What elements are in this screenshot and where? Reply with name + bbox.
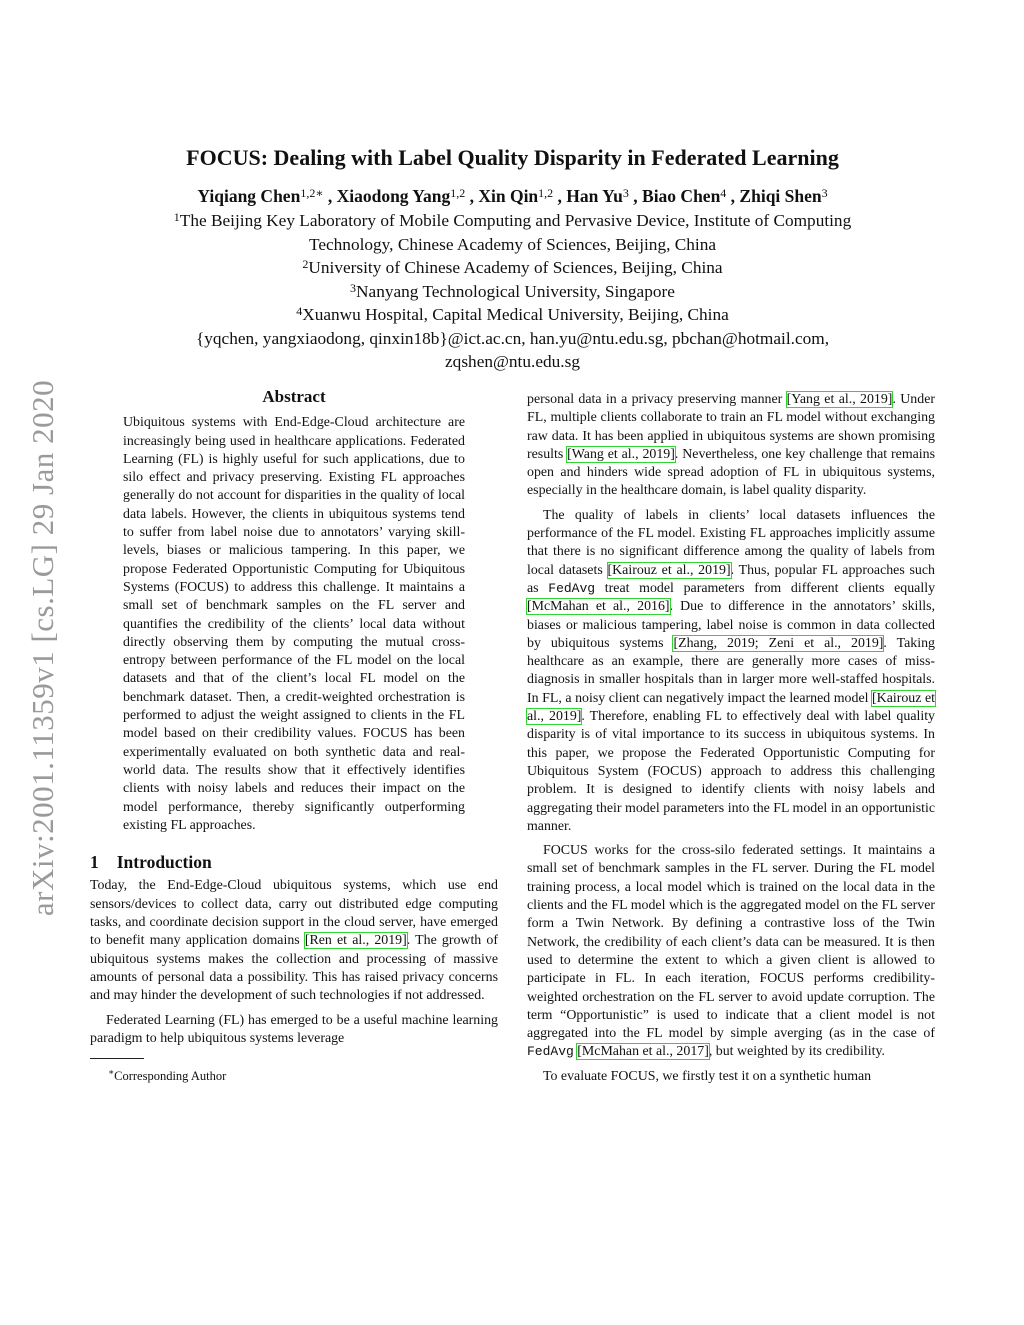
- affiliation-line: $^4$Xuanwu Hospital, Capital Medical University, Beijing, China: [296, 304, 729, 324]
- paragraph: Federated Learning (FL) has emerged to be a useful machine learning paradigm to help ubiquitous systems leverage: [90, 1012, 498, 1046]
- affiliation-line: $^1$The Beijing Key Laboratory of Mobile Computing and Pervasive Device, Institute of Computing: [173, 210, 852, 230]
- author-name: Xin Qin: [478, 186, 539, 206]
- affiliation-line: $^2$University of Chinese Academy of Sciences, Beijing, China: [302, 257, 723, 277]
- author-list: Yiqiang Chen$^{1,2∗}$ , Xiaodong Yang$^{1,2}$ , Xin Qin$^{1,2}$ , Han Yu$^3$ , Biao Chen$^4$ , Zhiqi Shen$^3$: [197, 186, 828, 206]
- abstract-heading: Abstract: [262, 387, 326, 406]
- left-column: [90, 388, 498, 1086]
- paragraph: personal data in a privacy preserving manner [Yang et al., 2019]. Under FL, multiple clients collaborate to train an FL model without exchanging raw data. It has been applied in ubiquitous systems are shown promising results [Wang et al., 2019]. Nevertheless, one key challenge that remains open and hinders wide spread adoption of FL in ubiquitous systems, especially in the healthcare domain, is label quality disparity.: [527, 392, 935, 499]
- author-name: Zhiqi Shen: [739, 186, 822, 206]
- citation-link[interactable]: [Wang et al., 2019]: [567, 446, 675, 462]
- abstract-body: Ubiquitous systems with End-Edge-Cloud architecture are increasingly being used in healthcare applications. Federated Learning (FL) is highly useful for such applications, due to silo effect and privacy preserving. Existing FL approaches generally do not account for disparities in the quality of local data labels. However, the clients in ubiquitous systems tend to suffer from label noise due to annotators’ varying skill-levels, biases or malicious tampering. In this paper, we propose Federated Opportunistic Computing for Ubiquitous Systems (FOCUS) to address this challenge. It maintains a small set of benchmark samples on the FL server and quantifies the credibility of the clients’ local data without directly observing them by computing the mutual cross-entropy between performance of the FL model on the local datasets and that of the client’s local FL model on the benchmark dataset. Then, a credit-weighted orchestration is performed to adjust the weight assigned to clients in the FL model based on their credibility values. FOCUS has been experimentally evaluated on both synthetic data and real-world data. The results show that it effectively identifies clients with noisy labels and reduces their impact on the model performance, thereby significantly outperforming existing FL approaches.: [123, 415, 465, 833]
- right-column: [527, 391, 935, 1092]
- paragraph: To evaluate FOCUS, we firstly test it on a synthetic human: [543, 1068, 872, 1084]
- code-fedavg: FedAvg: [527, 1044, 574, 1060]
- paragraph: The quality of labels in clients’ local datasets influences the performance of the FL model. Existing FL approaches implicitly assume that there is no significant difference among the quality of labels from local datasets [Kairouz et al., 2019]. Thus, popular FL approaches such as FedAvg treat model parameters from different clients equally [McMahan et al., 2016]. Due to difference in the annotators’ skills, biases or malicious tampering, label noise is common in data collected by ubiquitous systems [Zhang, 2019; Zeni et al., 2019]. Taking healthcare as an example, there are generally more cases of miss-diagnosis in smaller hospitals than in larger more well-staffed hospitals. In FL, a noisy client can negatively impact the learned model [Kairouz et al., 2019]. Therefore, enabling FL to effectively deal with label quality disparity is of vital importance to its success in ubiquitous systems. In this paper, we propose the Federated Opportunistic Computing for Ubiquitous System (FOCUS) approach to address this challenging problem. It is designed to identify clients with noisy labels and aggregating their model parameters into the FL model in an opportunistic manner.: [527, 507, 936, 834]
- arxiv-side-stamp: arXiv:2001.11359v1 [cs.LG] 29 Jan 2020: [25, 379, 60, 917]
- citation-link[interactable]: [Kairouz et al., 2019]: [607, 562, 731, 578]
- citation-link[interactable]: [McMahan et al., 2016]: [527, 599, 670, 615]
- email-line: {yqchen, yangxiaodong, qinxin18b}@ict.ac.cn, han.yu@ntu.edu.sg, pbchan@hotmail.com,: [195, 328, 830, 348]
- code-fedavg: FedAvg: [548, 580, 596, 596]
- email-line: zqshen@ntu.edu.sg: [445, 352, 580, 371]
- affiliation-line: $^3$Nanyang Technological University, Singapore: [350, 280, 675, 301]
- author-name: Yiqiang Chen: [197, 186, 301, 206]
- citation-link[interactable]: [Zhang, 2019; Zeni et al., 2019]: [673, 635, 884, 651]
- citation-link[interactable]: [McMahan et al., 2017]: [577, 1044, 709, 1060]
- paragraph: Today, the End-Edge-Cloud ubiquitous systems, which use end sensors/devices to collect data, carry out distributed edge computing tasks, and coordinate decision support in the cloud server, have emerged to benefit many application domains [Ren et al., 2019]. The growth of ubiquitous systems makes the collection and processing of massive amounts of personal data a possibility. This has raised privacy concerns and may hinder the development of such technologies if not addressed.: [90, 878, 498, 1004]
- footnote-rule: [90, 1058, 144, 1059]
- paper-header: [90, 143, 935, 374]
- footnote: ∗Corresponding Author: [108, 1067, 227, 1084]
- author-name: Biao Chen: [642, 186, 721, 206]
- section-heading-introduction: 1 Introduction: [90, 852, 212, 873]
- citation-link[interactable]: [Yang et al., 2019]: [786, 392, 893, 407]
- paragraph: FOCUS works for the cross-silo federated settings. It maintains a small set of benchmark samples in the FL server. During the FL model training process, a local model which is trained on the local data in the clients and the FL model which is the aggregated model on the FL server form a Twin Network. By defining a contrastive loss of the Twin Network, the credibility of each client’s data can be measured. It is then used to determine the extent to which a given client is allowed to participate in FL. In each iteration, FOCUS performs credibility-weighted orchestration on the FL server to avoid update corruption. The term “Opportunistic” is used to indicate that a client model is not aggregated into the FL model by simple averging (as in the case of FedAvg [McMahan et al., 2017], but weighted by its credibility.: [527, 843, 935, 1060]
- affiliation-line: Technology, Chinese Academy of Sciences, Beijing, China: [308, 234, 717, 254]
- citation-link[interactable]: [Kairouz et al., 2019]: [527, 690, 935, 725]
- paper-title: FOCUS: Dealing with Label Quality Disparity in Federated Learning: [186, 145, 839, 170]
- citation-link[interactable]: [Ren et al., 2019]: [304, 933, 407, 949]
- author-name: Xiaodong Yang: [336, 186, 451, 206]
- author-name: Han Yu: [566, 186, 623, 206]
